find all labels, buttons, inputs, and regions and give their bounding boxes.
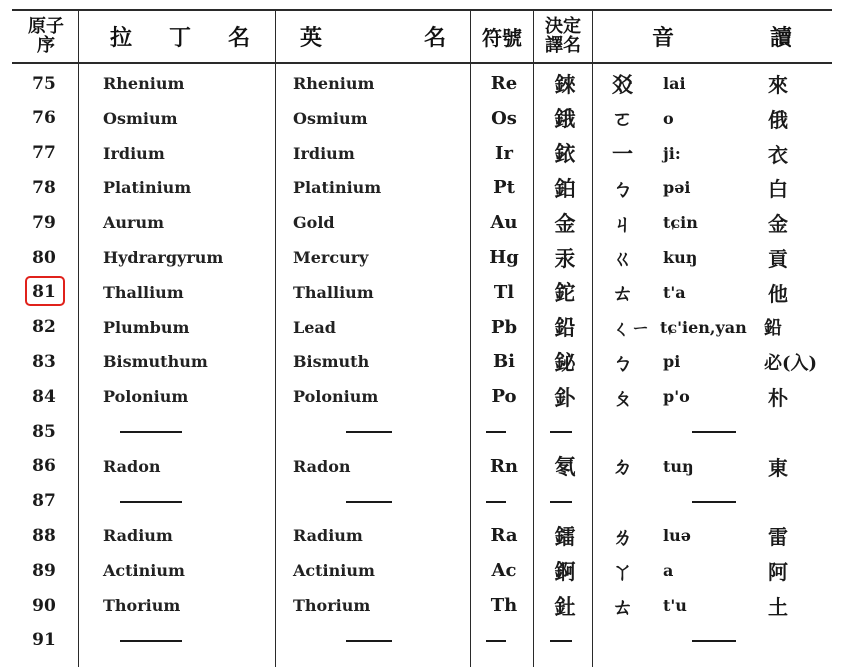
table-row <box>0 414 856 449</box>
english-name: Radon <box>293 456 351 476</box>
header-pronunciation-char: 音 <box>652 24 675 51</box>
header-chinese-name-line2: 譯名 <box>545 35 581 56</box>
atomic-number: 83 <box>32 351 56 372</box>
chinese-name: 金 <box>554 210 576 236</box>
chinese-name: 錒 <box>554 558 576 584</box>
element-symbol: Os <box>491 107 517 129</box>
reference-character: 白 <box>768 177 788 202</box>
empty-cell-dash <box>120 431 182 433</box>
latin-name: Irdium <box>103 143 165 163</box>
romanization: tɕ'ien,yan <box>660 317 747 337</box>
element-symbol: Ra <box>490 525 518 547</box>
table-row <box>0 623 856 658</box>
romanization: t'a <box>663 282 686 302</box>
atomic-number: 86 <box>32 456 56 477</box>
element-symbol: Au <box>490 212 518 234</box>
header-latin-char: 名 <box>227 24 250 51</box>
table-row <box>0 136 856 171</box>
table-row <box>0 518 856 553</box>
empty-cell-dash <box>550 431 572 433</box>
empty-cell-dash <box>120 501 182 503</box>
romanization: kuŋ <box>663 248 698 267</box>
element-symbol: Ac <box>491 560 517 582</box>
romanization: luə <box>663 526 691 546</box>
chinese-name: 釷 <box>554 593 576 619</box>
atomic-number: 75 <box>32 73 56 94</box>
element-symbol: Rn <box>489 455 519 477</box>
latin-name: Actinium <box>103 561 185 581</box>
reference-character: 貢 <box>768 247 788 271</box>
atomic-number: 89 <box>32 560 56 581</box>
reference-character: 金 <box>768 212 788 237</box>
element-symbol: Tl <box>493 281 515 303</box>
english-name: Rhenium <box>293 74 375 93</box>
table-row <box>0 484 856 519</box>
romanization: ji: <box>663 143 681 163</box>
english-name: Thorium <box>293 596 371 615</box>
latin-name: Platinium <box>103 178 192 198</box>
element-symbol: Th <box>490 595 518 616</box>
atomic-number: 87 <box>32 491 56 512</box>
zhuyin-symbol: ㄐ <box>612 210 633 236</box>
latin-name: Rhenium <box>103 74 185 93</box>
chinese-name: 鉍 <box>554 349 576 375</box>
header-pronunciation-char: 讀 <box>769 24 792 51</box>
reference-character: 來 <box>768 73 788 97</box>
header-english-char: 名 <box>423 24 446 51</box>
zhuyin-symbol: ㄌ <box>612 523 633 549</box>
reference-character: 阿 <box>768 560 788 585</box>
chinese-name: 鋨 <box>554 106 576 132</box>
romanization: pi <box>663 352 681 372</box>
romanization: t'u <box>663 596 687 615</box>
reference-character: 東 <box>768 455 788 480</box>
atomic-number: 80 <box>32 247 56 268</box>
english-name: Polonium <box>293 387 379 407</box>
atomic-number: 76 <box>32 108 56 129</box>
zhuyin-symbol: 㸚 <box>612 71 633 97</box>
zhuyin-symbol: ㄛ <box>612 106 633 132</box>
atomic-number: 91 <box>32 630 56 651</box>
reference-character: 必(入) <box>764 352 818 374</box>
atomic-number: 88 <box>32 525 56 546</box>
zhuyin-symbol: ㄚ <box>612 558 633 584</box>
empty-cell-dash <box>550 501 572 503</box>
header-latin-name <box>92 14 268 58</box>
table-row <box>0 66 856 101</box>
element-symbol: Re <box>490 73 518 94</box>
atomic-number: 77 <box>32 143 56 164</box>
table-row <box>0 170 856 205</box>
zhuyin-symbol: ㄉ <box>612 454 633 480</box>
header-pronunciation <box>612 14 832 58</box>
english-name: Platinium <box>293 178 382 198</box>
english-name: Actinium <box>293 561 375 581</box>
header-bottom-rule <box>12 62 832 64</box>
table-row <box>0 344 856 379</box>
header-atomic-number-line2: 序 <box>37 35 55 56</box>
empty-cell-dash <box>486 501 506 503</box>
english-name: Osmium <box>293 108 368 128</box>
latin-name: Bismuthum <box>103 352 208 372</box>
zhuyin-symbol: 一 <box>612 141 633 167</box>
table-row <box>0 205 856 240</box>
element-symbol: Hg <box>489 247 519 268</box>
latin-name: Aurum <box>103 213 165 233</box>
latin-name: Polonium <box>103 387 189 407</box>
table-row <box>0 379 856 414</box>
zhuyin-symbol: ㄑㄧ <box>612 317 651 340</box>
header-atomic-number <box>14 14 78 58</box>
empty-cell-dash <box>346 640 392 642</box>
chinese-name: 氡 <box>554 454 576 480</box>
table-row <box>0 449 856 484</box>
atomic-number: 90 <box>32 595 56 616</box>
element-symbol: Bi <box>492 351 516 373</box>
zhuyin-symbol: ㄊ <box>612 280 633 306</box>
empty-cell-dash <box>486 431 506 433</box>
romanization: lai <box>663 74 686 93</box>
english-name: Irdium <box>293 143 355 163</box>
zhuyin-symbol: ㄆ <box>612 384 633 410</box>
zhuyin-symbol: ㄍ <box>612 245 633 271</box>
reference-character: 鉛 <box>764 318 782 340</box>
header-atomic-number-line1: 原子 <box>28 16 64 37</box>
atomic-number: 84 <box>32 386 56 407</box>
latin-name: Osmium <box>103 108 178 128</box>
highlight-box-81 <box>25 276 65 306</box>
romanization: a <box>663 561 674 581</box>
header-chinese-name <box>534 14 592 58</box>
atomic-number: 85 <box>32 421 56 442</box>
zhuyin-symbol: ㄅ <box>612 175 633 201</box>
chinese-name: 錸 <box>554 71 576 97</box>
atomic-number: 81 <box>32 282 56 303</box>
reference-character: 朴 <box>768 386 788 411</box>
element-symbol: Ir <box>495 142 513 164</box>
atomic-number: 79 <box>32 212 56 233</box>
romanization: pəi <box>663 178 691 198</box>
empty-cell-dash <box>550 640 572 642</box>
header-latin-char: 拉 <box>110 24 133 51</box>
zhuyin-symbol: ㄊ <box>612 593 633 619</box>
romanization: o <box>663 108 674 128</box>
table-row <box>0 101 856 136</box>
romanization: p'o <box>663 387 690 407</box>
english-name: Radium <box>293 526 363 546</box>
chinese-name: 釙 <box>554 384 576 410</box>
header-chinese-name-line1: 決定 <box>545 16 581 37</box>
chinese-name: 鉈 <box>554 280 576 306</box>
reference-character: 俄 <box>768 107 788 132</box>
latin-name: Hydrargyrum <box>103 248 224 267</box>
chinese-name: 鐳 <box>554 523 576 549</box>
header-english-char: 英 <box>300 24 323 51</box>
empty-cell-dash <box>692 501 736 503</box>
english-name: Gold <box>293 213 335 233</box>
reference-character: 土 <box>768 595 788 619</box>
latin-name: Thallium <box>103 282 184 302</box>
reference-character: 衣 <box>768 142 788 167</box>
empty-cell-dash <box>346 431 392 433</box>
table-row <box>0 240 856 275</box>
header-english-name <box>282 14 464 58</box>
latin-name: Radon <box>103 456 161 476</box>
romanization: tɕin <box>663 213 698 233</box>
chinese-name: 鉑 <box>554 175 576 201</box>
english-name: Bismuth <box>293 352 370 372</box>
latin-name: Radium <box>103 526 173 546</box>
english-name: Lead <box>293 317 336 337</box>
empty-cell-dash <box>120 640 182 642</box>
chinese-name: 銥 <box>554 141 576 167</box>
table-row <box>0 310 856 345</box>
chinese-name: 鉛 <box>554 315 576 341</box>
atomic-number: 78 <box>32 177 56 198</box>
empty-cell-dash <box>346 501 392 503</box>
english-name: Thallium <box>293 282 374 302</box>
reference-character: 雷 <box>768 525 788 550</box>
element-symbol: Po <box>491 386 517 408</box>
latin-name: Thorium <box>103 596 181 615</box>
empty-cell-dash <box>486 640 506 642</box>
empty-cell-dash <box>692 431 736 433</box>
table-row <box>0 553 856 588</box>
table-row <box>0 275 856 310</box>
empty-cell-dash <box>692 640 736 642</box>
romanization: tuŋ <box>663 456 694 476</box>
element-symbol: Pt <box>493 177 515 199</box>
element-symbol: Pb <box>490 316 518 338</box>
atomic-number: 82 <box>32 317 56 338</box>
table-row <box>0 588 856 623</box>
english-name: Mercury <box>293 248 369 267</box>
zhuyin-symbol: ㄅ <box>612 349 633 375</box>
header-symbol: 符號 <box>482 25 522 50</box>
latin-name: Plumbum <box>103 317 190 337</box>
table-top-rule <box>12 9 832 11</box>
chinese-name: 汞 <box>554 245 576 271</box>
header-latin-char: 丁 <box>168 24 191 51</box>
reference-character: 他 <box>768 281 788 306</box>
